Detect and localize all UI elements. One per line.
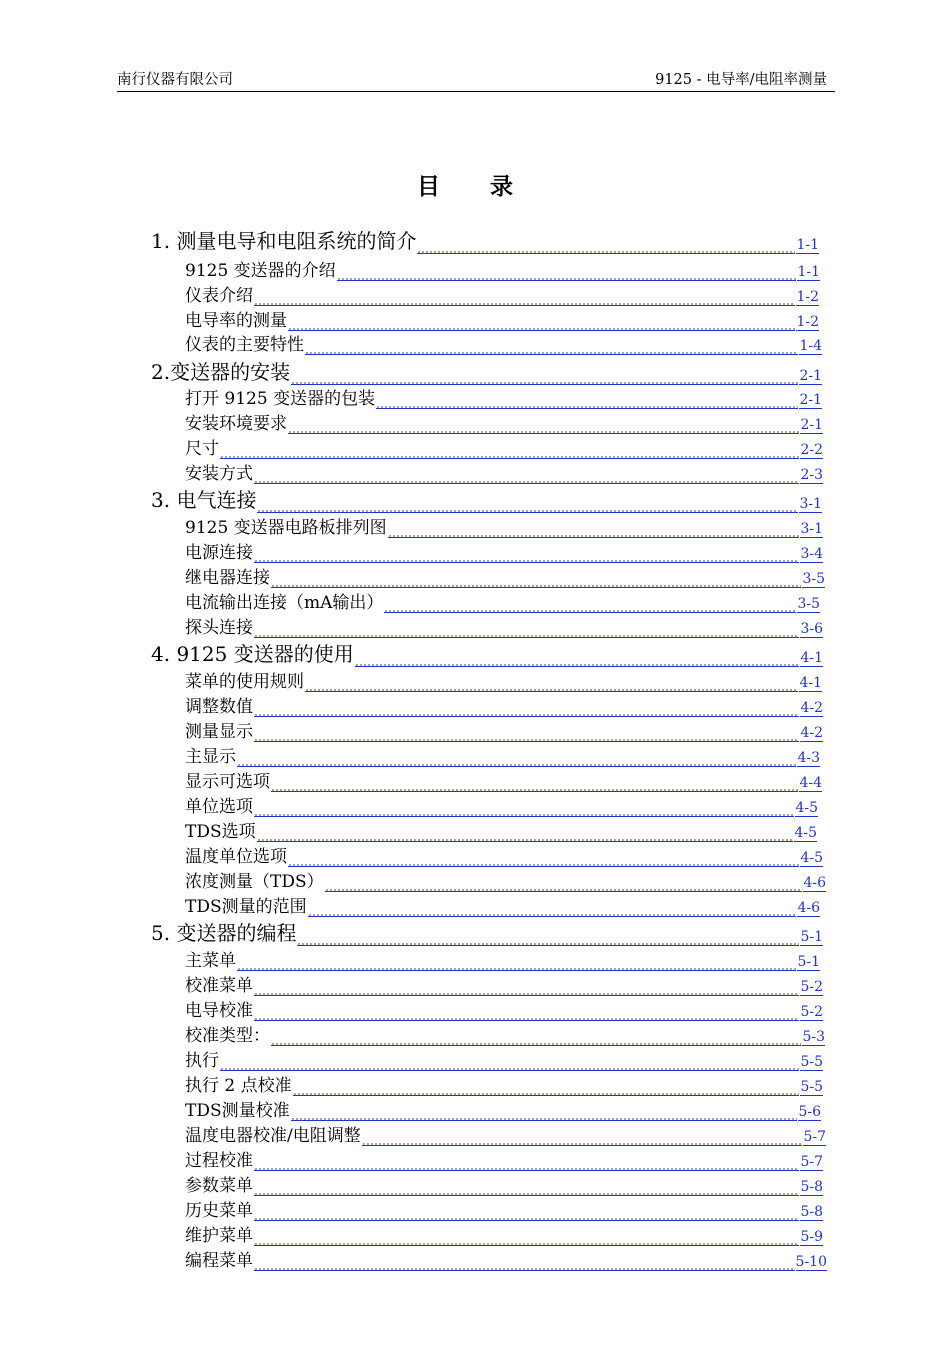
toc-entry-label: 执行 2 点校准 (185, 1076, 292, 1096)
toc-entry-label: 仪表介绍 (185, 286, 253, 306)
toc-entry[interactable] (185, 867, 826, 892)
toc-page-link[interactable]: 3-5 (802, 571, 825, 587)
toc-entry[interactable] (185, 1096, 821, 1121)
toc-entry-label: 电源连接 (185, 543, 253, 563)
toc-page-link[interactable]: 2-3 (800, 467, 823, 483)
toc-page-link[interactable]: 2-1 (799, 392, 822, 408)
toc-page-link[interactable]: 4-2 (800, 700, 823, 716)
toc-entry-label: 5. 变送器的编程 (151, 921, 297, 945)
toc-entry-label: 显示可选项 (185, 772, 270, 792)
toc-entry[interactable] (185, 588, 820, 613)
toc-entry[interactable] (185, 306, 819, 331)
toc-dot-leader (254, 702, 799, 717)
toc-dot-leader (257, 827, 794, 842)
toc-page-link[interactable]: 4-6 (803, 875, 826, 891)
header-company: 南行仪器有限公司 (117, 72, 233, 88)
toc-page-link[interactable]: 5-8 (800, 1179, 823, 1195)
header-product: 9125 - 电导率/电阻率测量 (655, 72, 827, 88)
toc-page-link[interactable]: 5-10 (795, 1254, 827, 1270)
toc-dot-leader (254, 802, 794, 817)
toc-entry[interactable] (151, 485, 822, 513)
toc-dot-leader (271, 777, 798, 792)
toc-page-link[interactable]: 5-3 (802, 1029, 825, 1045)
toc-entry[interactable] (185, 1171, 823, 1196)
toc-dot-leader (288, 852, 799, 867)
toc-entry-label: 4. 9125 变送器的使用 (151, 642, 354, 666)
toc-dot-leader (376, 394, 798, 409)
toc-dot-leader (384, 598, 796, 613)
toc-dot-leader (417, 239, 795, 254)
toc-entry-label: 2.变送器的安装 (151, 360, 291, 384)
toc-entry[interactable] (151, 357, 822, 385)
toc-page-link[interactable]: 4-1 (799, 675, 822, 691)
toc-page-link[interactable]: 5-7 (800, 1154, 823, 1170)
toc-entry[interactable] (185, 742, 820, 767)
toc-entry-label: 单位选项 (185, 797, 253, 817)
toc-page-link[interactable]: 5-5 (800, 1079, 823, 1095)
toc-page-link[interactable]: 5-1 (797, 954, 820, 970)
toc-entry-label: 历史菜单 (185, 1201, 253, 1221)
toc-entry-label: 菜单的使用规则 (185, 672, 304, 692)
toc-entry-label: 安装方式 (185, 464, 253, 484)
toc-entry-label: TDS测量的范围 (185, 897, 307, 917)
toc-entry[interactable] (185, 971, 823, 996)
toc-entry-label: 继电器连接 (185, 568, 270, 588)
toc-page-link[interactable]: 5-2 (800, 1004, 823, 1020)
toc-page-link[interactable]: 4-3 (797, 750, 820, 766)
toc-dot-leader (220, 1056, 799, 1071)
toc-dot-leader (308, 902, 797, 917)
toc-page-link[interactable]: 5-1 (800, 929, 823, 945)
toc-entry-label: 过程校准 (185, 1151, 253, 1171)
toc-entry[interactable] (185, 1046, 823, 1071)
toc-entry[interactable] (185, 792, 818, 817)
toc-page-link[interactable]: 5-8 (800, 1204, 823, 1220)
toc-entry[interactable] (185, 842, 823, 867)
toc-page-link[interactable]: 3-6 (800, 621, 823, 637)
toc-entry[interactable] (185, 892, 820, 917)
toc-entry-label: TDS选项 (185, 822, 256, 842)
toc-entry[interactable] (185, 717, 823, 742)
toc-entry[interactable] (185, 996, 823, 1021)
toc-page-link[interactable]: 5-6 (798, 1104, 821, 1120)
toc-entry-label: 安装环境要求 (185, 414, 287, 434)
toc-page-link[interactable]: 4-5 (795, 800, 818, 816)
toc-page-link[interactable]: 5-2 (800, 979, 823, 995)
toc-entry[interactable] (185, 692, 823, 717)
toc-page-link[interactable]: 5-9 (800, 1229, 823, 1245)
toc-dot-leader (362, 1131, 803, 1146)
toc-entry-label: 电导校准 (185, 1001, 253, 1021)
toc-entry[interactable] (185, 538, 823, 563)
toc-dot-leader (291, 1106, 798, 1121)
toc-dot-leader (305, 677, 798, 692)
toc-page-link[interactable]: 4-4 (799, 775, 822, 791)
toc-page-link[interactable]: 4-1 (800, 650, 823, 666)
toc-entry[interactable] (185, 434, 823, 459)
toc-dot-leader (254, 291, 795, 306)
toc-dot-leader (291, 370, 798, 385)
toc-page-link[interactable]: 5-7 (803, 1129, 826, 1145)
toc-entry[interactable] (151, 639, 823, 667)
toc-entry-label: 浓度测量（TDS） (185, 872, 324, 892)
toc-page-link[interactable]: 3-1 (800, 521, 823, 537)
toc-entry-label: 9125 变送器电路板排列图 (185, 518, 387, 538)
toc-entry[interactable] (185, 256, 820, 281)
toc-dot-leader (237, 752, 796, 767)
toc-entry[interactable] (185, 613, 823, 638)
toc-page-link[interactable]: 1-4 (799, 338, 822, 354)
toc-entry[interactable] (185, 1146, 823, 1171)
toc-page-link[interactable]: 4-2 (800, 725, 823, 741)
toc-entry-label: 参数菜单 (185, 1176, 253, 1196)
toc-entry[interactable] (185, 1121, 826, 1146)
toc-entry[interactable] (185, 330, 822, 355)
toc-entry-label: 3. 电气连接 (151, 488, 257, 512)
toc-page-link[interactable]: 5-5 (800, 1054, 823, 1070)
toc-entry[interactable] (185, 1021, 825, 1046)
toc-entry-label: 温度单位选项 (185, 847, 287, 867)
toc-page-link[interactable]: 3-5 (797, 596, 820, 612)
toc-entry[interactable] (185, 667, 822, 692)
toc-dot-leader (271, 573, 801, 588)
toc-dot-leader (254, 623, 799, 638)
toc-dot-leader (271, 1031, 801, 1046)
toc-dot-leader (254, 1156, 799, 1171)
toc-page-link[interactable]: 2-1 (799, 368, 822, 384)
toc-entry-label: TDS测量校准 (185, 1101, 290, 1121)
toc-entry-label: 校准类型： (185, 1026, 270, 1046)
toc-entry-label: 校准菜单 (185, 976, 253, 996)
toc-dot-leader (257, 498, 798, 513)
toc-entry[interactable] (151, 918, 823, 946)
toc-entry[interactable] (185, 1221, 823, 1246)
toc-entry[interactable] (185, 384, 822, 409)
toc-entry[interactable] (185, 1246, 827, 1271)
toc-dot-leader (288, 316, 795, 331)
toc-page-link[interactable]: 1-2 (796, 289, 819, 305)
toc-page-link[interactable]: 1-2 (796, 314, 819, 330)
toc-entry-label: 1. 测量电导和电阻系统的简介 (151, 229, 417, 253)
page-title: 目录 (417, 173, 563, 200)
toc-entry[interactable] (185, 563, 825, 588)
toc-entry-label: 9125 变送器的介绍 (185, 261, 336, 281)
toc-entry[interactable] (151, 226, 819, 254)
toc-dot-leader (297, 931, 799, 946)
toc-dot-leader (254, 1231, 799, 1246)
toc-page-link[interactable]: 4-6 (797, 900, 820, 916)
toc-entry-label: 调整数值 (185, 697, 253, 717)
toc-page-link[interactable]: 1-1 (796, 237, 819, 253)
toc-dot-leader (325, 877, 803, 892)
toc-entry[interactable] (185, 817, 817, 842)
toc-page-link[interactable]: 1-1 (797, 264, 820, 280)
toc-entry-label: 尺寸 (185, 439, 219, 459)
toc-dot-leader (293, 1081, 800, 1096)
toc-dot-leader (288, 419, 799, 434)
toc-dot-leader (254, 1006, 799, 1021)
toc-entry[interactable] (185, 409, 823, 434)
page-header (117, 68, 835, 92)
toc-dot-leader (337, 266, 797, 281)
toc-entry-label: 电流输出连接（mA输出） (185, 593, 384, 613)
toc-page-link[interactable]: 3-4 (800, 546, 823, 562)
toc-entry-label: 探头连接 (185, 618, 253, 638)
toc-dot-leader (254, 727, 799, 742)
toc-dot-leader (254, 981, 799, 996)
toc-entry-label: 编程菜单 (185, 1251, 253, 1271)
toc-entry-label: 主菜单 (185, 951, 236, 971)
toc-entry-label: 打开 9125 变送器的包装 (185, 389, 376, 409)
toc-dot-leader (388, 523, 800, 538)
toc-entry-label: 主显示 (185, 747, 236, 767)
toc-page-link[interactable]: 2-1 (800, 417, 823, 433)
toc-entry[interactable] (185, 459, 823, 484)
toc-page-link[interactable]: 4-5 (800, 850, 823, 866)
toc-dot-leader (254, 1181, 799, 1196)
toc-page-link[interactable]: 4-5 (794, 825, 817, 841)
toc-entry-label: 温度电器校准/电阻调整 (185, 1126, 361, 1146)
toc-entry-label: 仪表的主要特性 (185, 335, 304, 355)
toc-entry-label: 维护菜单 (185, 1226, 253, 1246)
toc-entry[interactable] (185, 946, 820, 971)
toc-dot-leader (237, 956, 796, 971)
toc-entry-label: 电导率的测量 (185, 311, 287, 331)
toc-page-link[interactable]: 3-1 (799, 496, 822, 512)
toc-page-link[interactable]: 2-2 (800, 442, 823, 458)
toc-entry-label: 测量显示 (185, 722, 253, 742)
toc-entry[interactable] (185, 513, 823, 538)
toc-entry[interactable] (185, 767, 822, 792)
toc-dot-leader (254, 548, 799, 563)
toc-entry[interactable] (185, 1071, 823, 1096)
toc-dot-leader (220, 444, 799, 459)
toc-dot-leader (355, 652, 800, 667)
toc-entry[interactable] (185, 281, 819, 306)
toc-entry[interactable] (185, 1196, 823, 1221)
toc-dot-leader (254, 1206, 799, 1221)
toc-dot-leader (254, 469, 799, 484)
toc-dot-leader (254, 1256, 795, 1271)
toc-dot-leader (305, 340, 798, 355)
toc-entry-label: 执行 (185, 1051, 219, 1071)
